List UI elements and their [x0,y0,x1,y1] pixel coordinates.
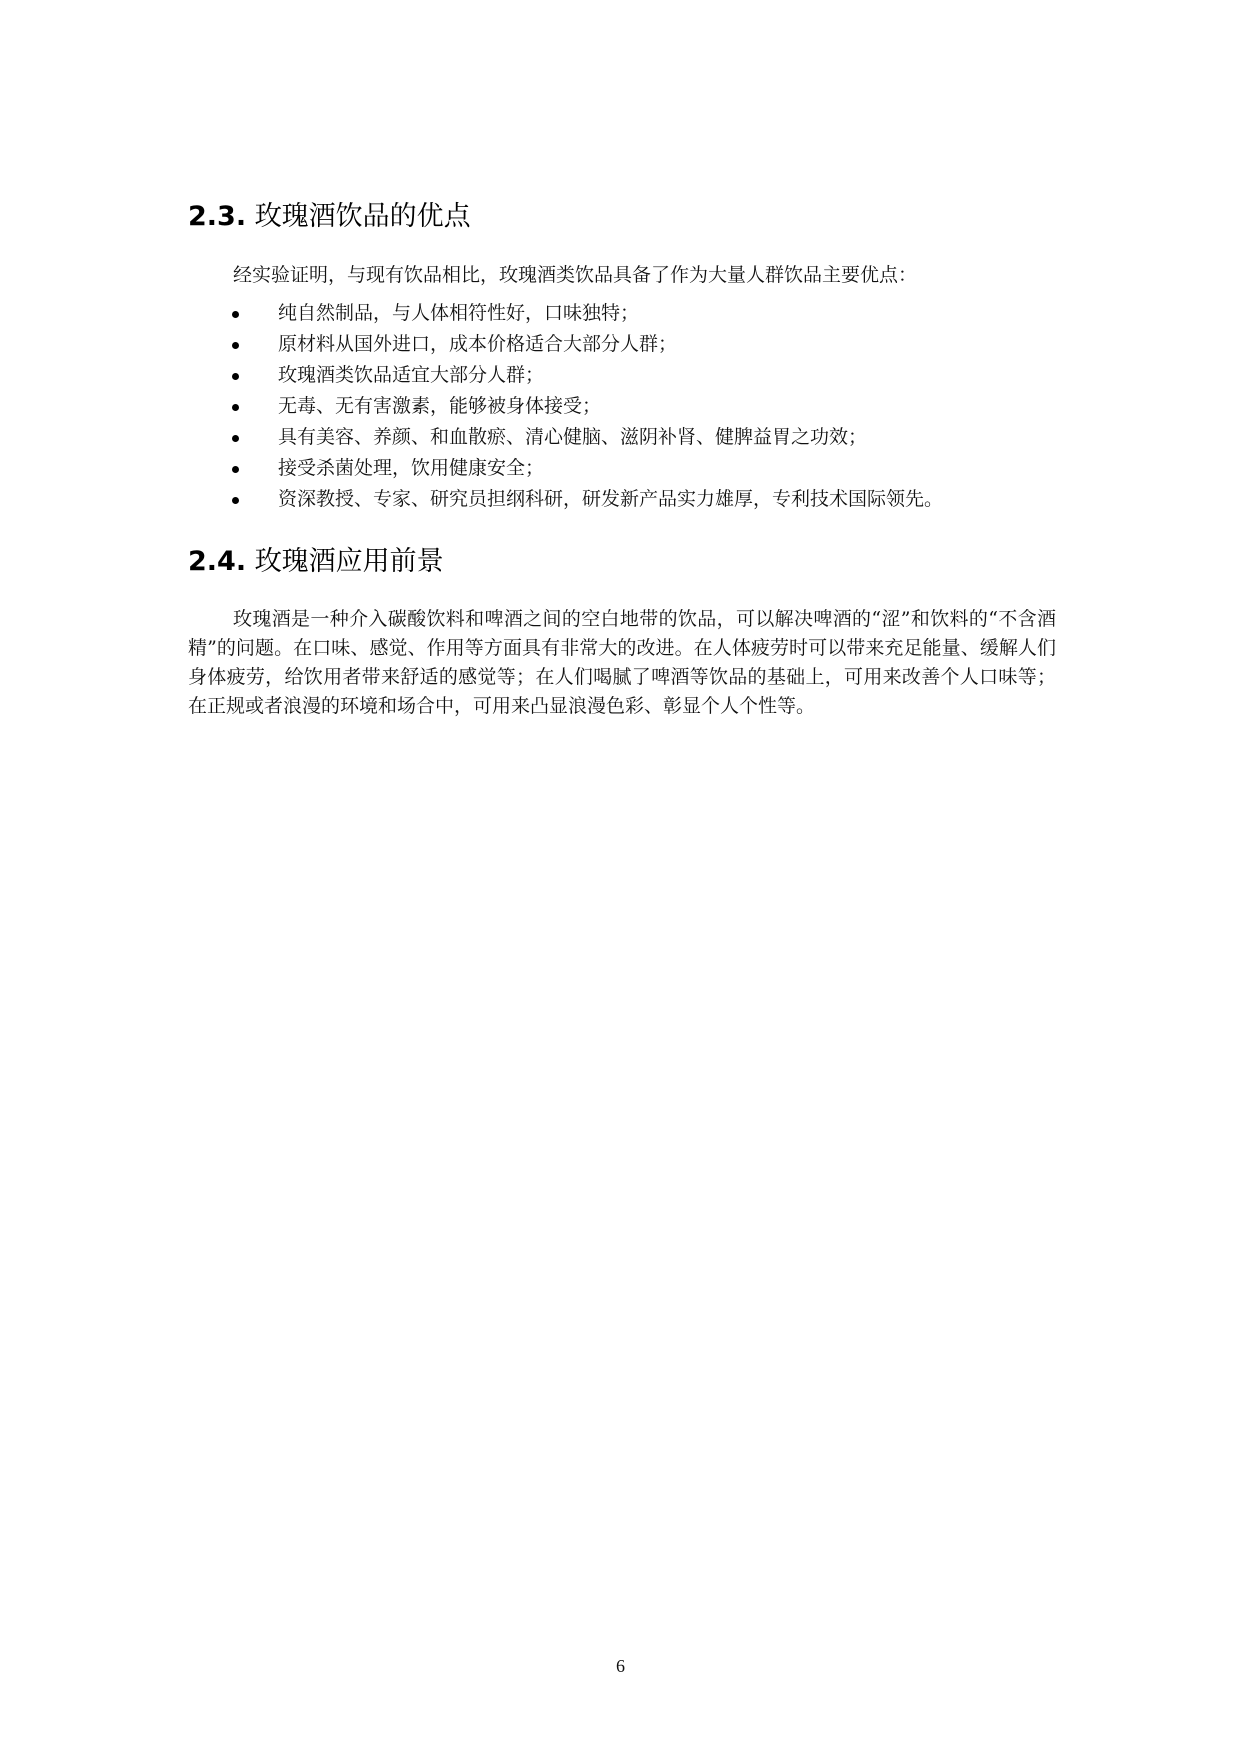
list-item [188,422,1068,453]
section-intro: 经实验证明，与现有饮品相比，玫瑰酒类饮品具备了作为大量人群饮品主要优点： [233,264,918,286]
bullet-icon [232,342,239,349]
list-item-text: 资深教授、专家、研究员担纲科研，研发新产品实力雄厚，专利技术国际领先。 [278,488,944,510]
bullet-icon [232,373,239,380]
list-item [188,360,1068,391]
bullet-icon [232,435,239,442]
bullet-icon [232,466,239,473]
section-paragraph: 玫瑰酒是一种介入碳酸饮料和啤酒之间的空白地带的饮品，可以解决啤酒的“涩”和饮料的“不含酒精”的问题。在口味、感觉、作用等方面具有非常大的改进。在人体疲劳时可以带来充足能量、缓解人们身体疲劳，给饮用者带来舒适的感觉等；在人们喝腻了啤酒等饮品的基础上，可用来改善个人口味等；在正规或者浪漫的环境和场合中，可用来凸显浪漫色彩、彰显个人个性等。 [188,608,1056,717]
bullet-icon [232,404,239,411]
section-title: 玫瑰酒饮品的优点 [254,201,471,232]
list-item [188,484,1068,515]
list-item-text: 无毒、无有害激素，能够被身体接受； [278,395,602,417]
list-item-text: 接受杀菌处理，饮用健康安全； [278,457,545,479]
section-heading-2-4 [188,545,444,579]
section-title: 玫瑰酒应用前景 [254,546,444,577]
page-number: 6 [616,1656,625,1676]
advantages-list [188,298,1068,515]
section-number: 2.3. [188,201,247,232]
bullet-icon [232,311,239,318]
list-item-text: 玫瑰酒类饮品适宜大部分人群； [278,364,545,386]
bullet-icon [232,497,239,504]
list-item [188,391,1068,422]
list-item [188,298,1068,329]
section-number: 2.4. [188,546,247,577]
list-item-text: 原材料从国外进口，成本价格适合大部分人群； [278,333,678,355]
list-item-text: 纯自然制品，与人体相符性好，口味独特； [278,302,640,324]
list-item [188,453,1068,484]
section-heading-2-3 [188,200,471,234]
list-item [188,329,1068,360]
list-item-text: 具有美容、养颜、和血散瘀、清心健脑、滋阴补肾、健脾益胃之功效； [278,426,868,448]
